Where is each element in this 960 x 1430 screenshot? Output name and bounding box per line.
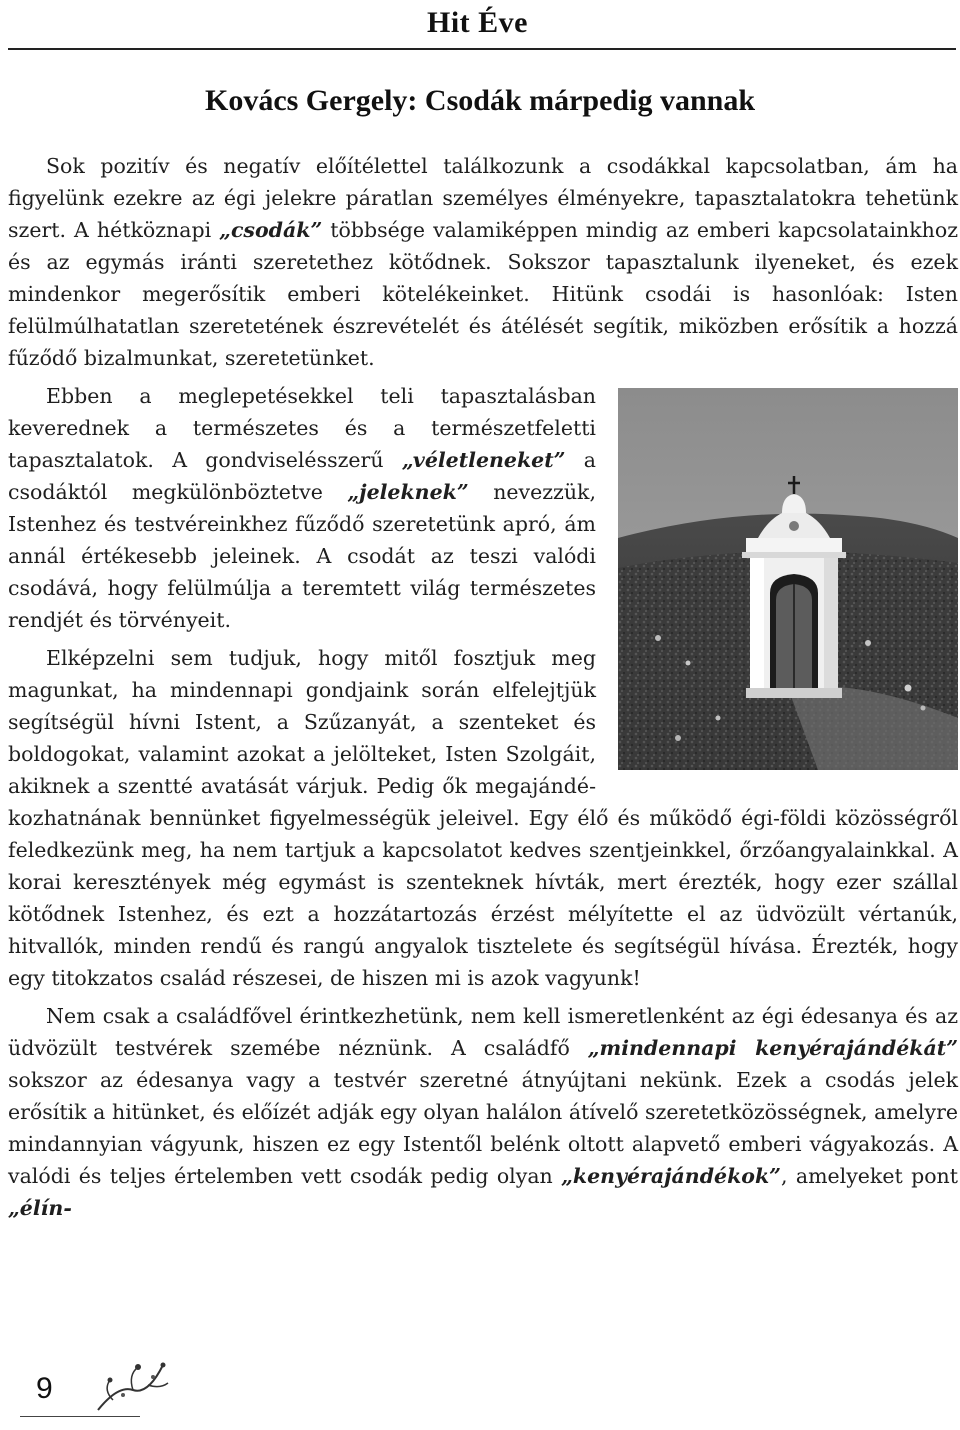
emphasis-veletleneket: „véletleneket” [401,448,566,472]
emphasis-csodak: „csodák” [219,218,323,242]
page-number: 9 [36,1372,53,1405]
paragraph-1: Sok pozitív és negatív előítélettel találkozunk a csodákkal kapcsolatban, ám ha figyelünk ezekre az égi jelekre páratlan személyes élményekre, tapasztalatokra tehetünk szert. A hétköznapi „csodák” többsége valamiképpen mindig az emberi kapcsolatainkhoz és az egymás iránti szeretethez kötődnek. Sokszor tapasztalunk ilyeneket, és ezek mindenkor megerősítik emberi kötelékeinket. Hitünk csodái is hasonlóak: Isten felülmúlhatatlan szeretetének észrevételét és átélését segítik, miközben erősítik a hozzá fűződő bizalmunkat, szeretetünket. [8,154,958,370]
chapel-photo [618,388,958,770]
footer-rule [20,1416,140,1417]
chapel-photo-image [618,388,958,770]
article-title: Kovács Gergely: Csodák márpedig vannak [204,84,756,117]
emphasis-jeleknek: „jeleknek” [347,480,469,504]
paragraph-3: Elképzelni sem tudjuk, hogy mitől fosztjuk meg magunkat, ha mindennapi gondjaink során elfelejtjük segítségül hívni Istent, a Szűzanyát, a szenteket és boldogokat, valamint azokat a jelölteket, Isten Szolgáit, akiknek a szentté avatását várjuk. Pedig ők megajándékozhatnának bennünket figyelmességük jeleivel. Egy élő és működő égi-földi közösségről feledkezünk meg, ha nem tartjuk a kapcsolatot kedves szentjeinkkel, őrzőangyalainkkal. A korai keresztények még egymást is szenteknek hívták, mert érezték, hogy ezer szállal kötődnek Istenhez, és ezt a hozzátartozás érzést mélyítette el az üdvözült vértanúk, hitvallók, minden rendű és rangú angyalok tisztelete és segítségül hívása. Érezték, hogy egy titokzatos család részesei, de hiszen mi is azok vagyunk! [8,646,958,990]
article-body [8,150,958,1230]
emphasis-elin: „élín- [8,1196,72,1220]
paragraph-4: Nem csak a családfővel érintkezhetünk, nem kell ismeretlenként az égi édesanya és az üdvözült testvérek szemébe néznünk. A családfő „mindennapi kenyérajándékát” sokszor az édesanya vagy a testvér szeretné átnyújtani nekünk. Ezek a csodás jelek erősítik a hitünket, és előízét adják egy olyan halálon átívelő szeretetközösségnek, amelyre mindannyian vágyunk, hiszen ez egy Istentől belénk oltott alapvető emberi vágyakozás. A valódi és teljes értelemben vett csodák pedig olyan „kenyérajándékok”, amelyeket pont „élín- [8,1004,958,1220]
floral-vignette-ornament-icon [88,1355,178,1415]
emphasis-kenyerajandekok: „kenyérajándékok” [561,1164,781,1188]
paragraph-2: Ebben a meglepetésekkel teli tapasztalásban keverednek a természetes és a természetfeletti tapasztalatok. A gondviselésszerű „véletleneket” a csodáktól megkülönböztetve „jeleknek” nevezzük, Istenhez és testvéreinkhez fűződő szeretetünk apró, ám annál értékesebb jeleinek. A csodát az teszi valódi csodává, hogy felülmúlja a teremtett világ természetes rendjét és törvényeit. [8,384,596,632]
running-header-title: Hit Éve [427,6,528,39]
emphasis-mindennapi-kenyerajandekat: „mindennapi kenyérajándékát” [587,1036,958,1060]
header-rule [8,48,956,50]
